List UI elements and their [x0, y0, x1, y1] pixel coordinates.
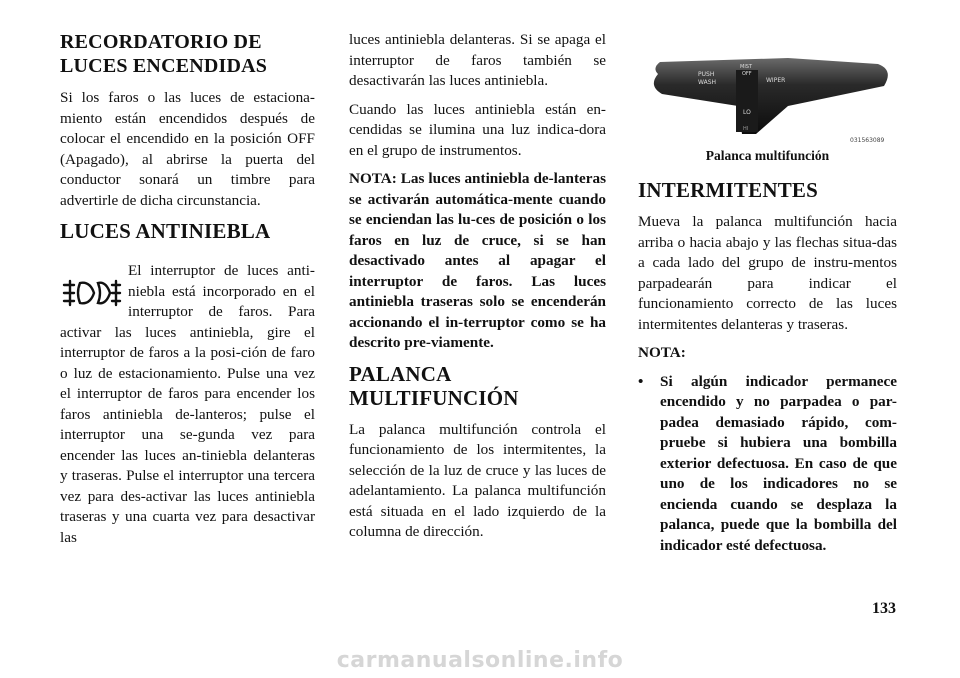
turn-signals-bullet [638, 372, 897, 557]
page-number: 133 [872, 600, 896, 617]
column-left [60, 30, 315, 556]
reminder-paragraph: Si los faros o las luces de estaciona-miento están encendidos después de colocar el encendido en la posición OFF (Apagado), al abrirse la puerta del conductor sonará un timbre para advertirle de dicha circunstancia. [60, 89, 315, 209]
section-title-turn-signals: INTERMITENTES [638, 178, 818, 202]
section-title-reminder: RECORDATORIO DE LUCES ENCENDIDAS [60, 31, 268, 77]
section-title-multifunction: PALANCA MULTIFUNCIÓN [349, 361, 519, 410]
multifunction-lever-image [638, 10, 897, 144]
fog-continued-paragraph: luces antiniebla delanteras. Si se apaga el interruptor de faros también se desactivarán las luces antiniebla. [349, 31, 606, 89]
label-off: OFF [742, 71, 752, 77]
fog-lights-icon [60, 275, 122, 315]
column-right [638, 30, 897, 564]
label-wiper: WIPER [766, 77, 786, 84]
turn-signals-note-label: NOTA: [638, 344, 686, 361]
bullet-text: Si algún indicador permanece encendido y no parpadea o par-padea demasiado rápido, com-pruebe si hubiera una bombilla exterior defectuosa. En caso de que uno de los indicadores no se encienda cuando se desplaza la palanca, puede que la bombilla del indicador esté defectuosa. [660, 372, 897, 554]
fog-lights-block [60, 261, 315, 556]
watermark: carmanualsonline.info [336, 648, 624, 673]
label-lo: LO [743, 109, 751, 116]
fog-indicator-paragraph: Cuando las luces antiniebla están en-cendidas se ilumina una luz indica-dora en el grupo de instrumentos. [349, 100, 606, 159]
image-code: 031563089 [850, 137, 885, 144]
label-wash: WASH [698, 79, 717, 86]
lever-illustration [638, 10, 897, 144]
bullet-icon: • [638, 372, 644, 390]
turn-signals-paragraph: Mueva la palanca multifunción hacia arriba o hacia abajo y las flechas situa-das a cada lado del grupo de instru-mentos parpadearán para indicar el funcionamiento correcto de las luces intermitentes delanteras y traseras. [638, 213, 897, 333]
column-middle [349, 30, 606, 551]
lever-caption: Palanca multifunción [705, 148, 830, 163]
label-hi: HI [743, 126, 749, 132]
fog-lights-paragraph: El interruptor de luces anti-niebla está incorporado en el interruptor de faros. Para activar las luces antiniebla, gire el interruptor de faros a la posi-ción de faro o luz de estacionamiento. Pulse una vez el interruptor de faros para encender los faros antiniebla de-lanteros; pulse el interruptor una se-gunda vez para encender las luces an-tiniebla delanteras y traseras. Pulse el interruptor una tercera vez para des-activar las luces antiniebla traseras y una cuarta vez para desactivar las [60, 262, 315, 546]
label-push: PUSH [698, 71, 715, 78]
section-title-fog-lights: LUCES ANTINIEBLA [60, 219, 271, 243]
fog-note: NOTA: Las luces antiniebla de-lanteras se activarán automática-mente cuando se enciendan las lu-ces de posición o los faros en luz de cruce, si se han desactivado antes al apagar el interruptor de faros. Las luces antiniebla traseras solo se encenderán accionando el in-terruptor como se ha descrito pre-viamente. [349, 170, 606, 351]
multifunction-paragraph: La palanca multifunción controla el funcionamiento de los intermitentes, la selección de la luz de cruce y las luces de adelantamiento. La palanca multifunción está situada en el lado izquierdo de la columna de dirección. [349, 420, 606, 540]
label-mist: MIST [740, 64, 753, 70]
